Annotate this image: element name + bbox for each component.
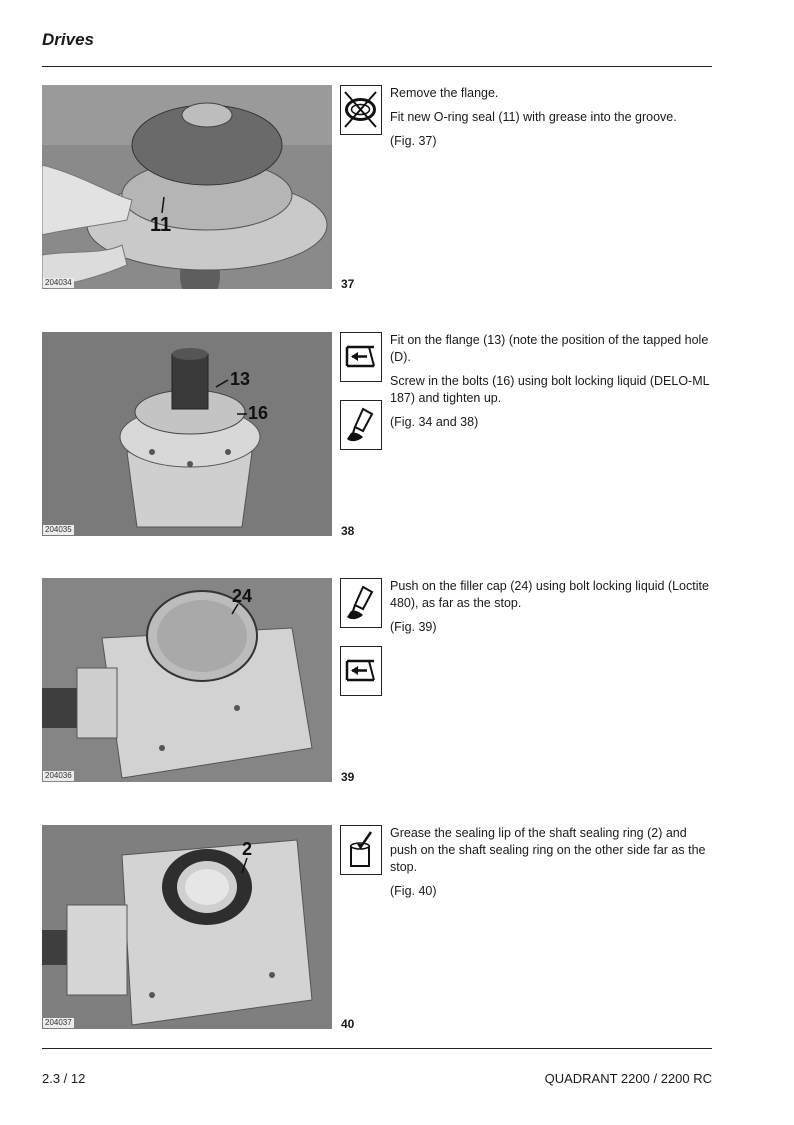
- no-reuse-icon: [340, 85, 382, 135]
- locking-liquid-icon: [340, 400, 382, 450]
- step-section: [42, 578, 712, 784]
- figure-photo: [42, 85, 332, 289]
- photo-id: 204035: [45, 525, 72, 534]
- step-text: [390, 825, 714, 907]
- callout-label: 2: [242, 839, 253, 859]
- step-text: [390, 85, 714, 157]
- figure-number: 39: [341, 770, 355, 784]
- step-text: [390, 578, 714, 643]
- figure-number: 37: [341, 277, 355, 291]
- callout-label: 24: [232, 586, 253, 606]
- instruction-line: Fit on the flange (13) (note the position of the tapped hole (D).: [390, 333, 709, 364]
- instruction-line: Fit new O-ring seal (11) with grease into the groove.: [390, 110, 677, 124]
- instruction-line: Remove the flange.: [390, 86, 499, 100]
- callout-label: 13: [230, 369, 251, 389]
- instruction-line: Grease the sealing lip of the shaft sealing ring (2) and push on the shaft sealing ring on the other side far as the stop.: [390, 826, 706, 874]
- grease-icon: [340, 825, 382, 875]
- figure-photo: [42, 825, 332, 1029]
- figure-reference: (Fig. 37): [390, 134, 437, 148]
- press-fit-icon: [340, 646, 382, 696]
- instruction-line: Push on the filler cap (24) using bolt locking liquid (Loctite 480), as far as the stop.: [390, 579, 709, 610]
- figure-photo: [42, 578, 332, 782]
- step-section: [42, 825, 712, 1031]
- model-name: QUADRANT 2200 / 2200 RC: [544, 1071, 712, 1086]
- press-fit-icon: [340, 332, 382, 382]
- figure-reference: (Fig. 40): [390, 884, 437, 898]
- figure-number: 40: [341, 1017, 355, 1031]
- figure-photo: [42, 332, 332, 536]
- callout-label: 16: [248, 403, 269, 423]
- step-section: [42, 85, 712, 291]
- header-divider: [42, 66, 712, 67]
- locking-liquid-icon: [340, 578, 382, 628]
- footer-divider: [42, 1048, 712, 1049]
- figure-reference: (Fig. 34 and 38): [390, 415, 479, 429]
- figure-reference: (Fig. 39): [390, 620, 437, 634]
- photo-id: 204036: [45, 771, 72, 780]
- page-number: 2.3 / 12: [42, 1071, 86, 1086]
- figure-number: 38: [341, 524, 355, 538]
- instruction-line: Screw in the bolts (16) using bolt locking liquid (DELO-ML 187) and tighten up.: [390, 374, 710, 405]
- step-text: [390, 332, 714, 438]
- photo-id: 204037: [45, 1018, 72, 1027]
- page-title: Drives: [42, 30, 94, 49]
- step-section: [42, 332, 712, 538]
- photo-id: 204034: [45, 278, 72, 287]
- callout-label: 11: [150, 214, 172, 236]
